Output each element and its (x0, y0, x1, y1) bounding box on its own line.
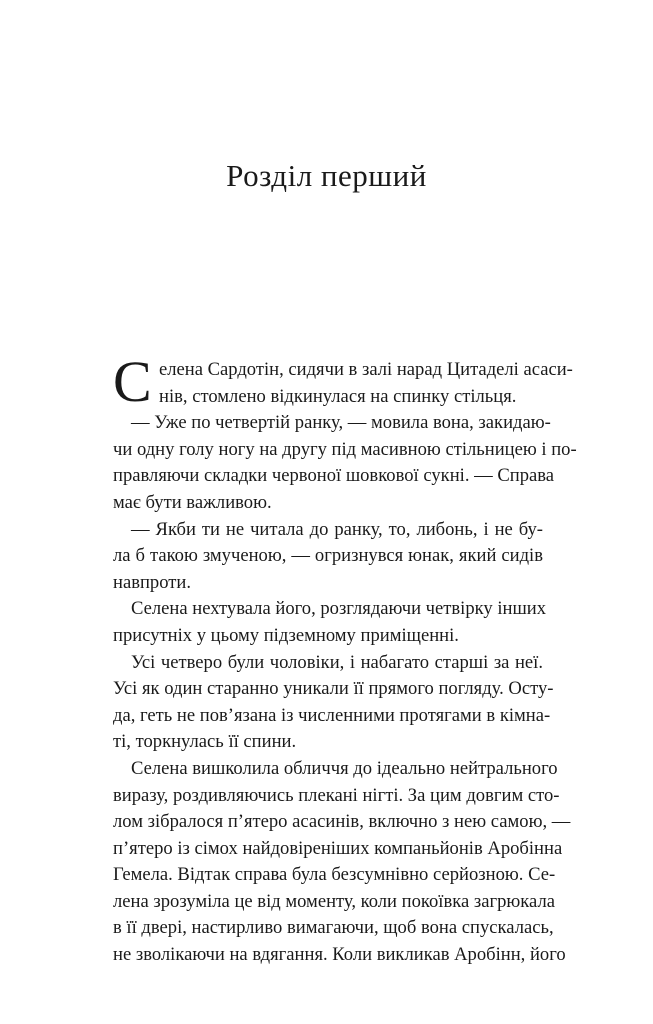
text-line: Гемела. Відтак справа була безсумнівно серйозною. Се- (113, 864, 556, 886)
text-line: ла б такою змученою, — огризнувся юнак, який сидів (113, 545, 543, 567)
text-line: п’ятеро із сімох найдовіреніших компаньйонів Аробінна (113, 837, 563, 859)
chapter-title: Розділ перший (226, 158, 427, 193)
text-line: Селена нехтувала його, розглядаючи четвірку інших (131, 598, 547, 620)
text-line: ті, торкнулась її спини. (113, 731, 297, 753)
text-line: Усі четверо були чоловіки, і набагато старші за неї. (131, 651, 543, 673)
text-line: в її двері, настирливо вимагаючи, щоб вона спускалась, (113, 917, 554, 939)
text-line: має бути важливою. (113, 491, 272, 513)
text-line: нів, стомлено відкинулася на спинку стільця. (159, 385, 517, 407)
text-line: лом зібралося п’ятеро асасинів, включно з нею самою, — (113, 811, 571, 833)
text-line: Селена вишколила обличчя до ідеально нейтрального (131, 757, 558, 779)
text-line: навпроти. (113, 571, 192, 593)
text-line: Усі як один старанно уникали її прямого погляду. Осту- (113, 678, 554, 700)
text-line: — Уже по четвертій ранку, — мовила вона, закидаю- (131, 412, 551, 434)
text-line: — Якби ти не читала до ранку, то, либонь, і не бу- (131, 518, 543, 540)
text-line: виразу, роздивляючись плекані нігті. За цим довгим сто- (113, 784, 560, 806)
text-line: присутніх у цьому підземному приміщенні. (113, 624, 459, 646)
body-text (113, 349, 577, 969)
text-line: чи одну голу ногу на другу під масивною стільницею і по- (113, 438, 577, 460)
text-line: не зволікаючи на вдягання. Коли викликав Аробінн, його (113, 944, 566, 966)
text-line: елена Сардотін, сидячи в залі нарад Цитаделі асаси- (159, 359, 573, 380)
text-line: лена зрозуміла це від моменту, коли покоївка загрюкала (113, 890, 555, 912)
text-line: правляючи складки червоної шовкової сукні. — Справа (113, 465, 555, 487)
drop-cap: С (113, 349, 152, 414)
text-line: да, геть не пов’язана із численними протягами в кімна- (113, 704, 551, 726)
